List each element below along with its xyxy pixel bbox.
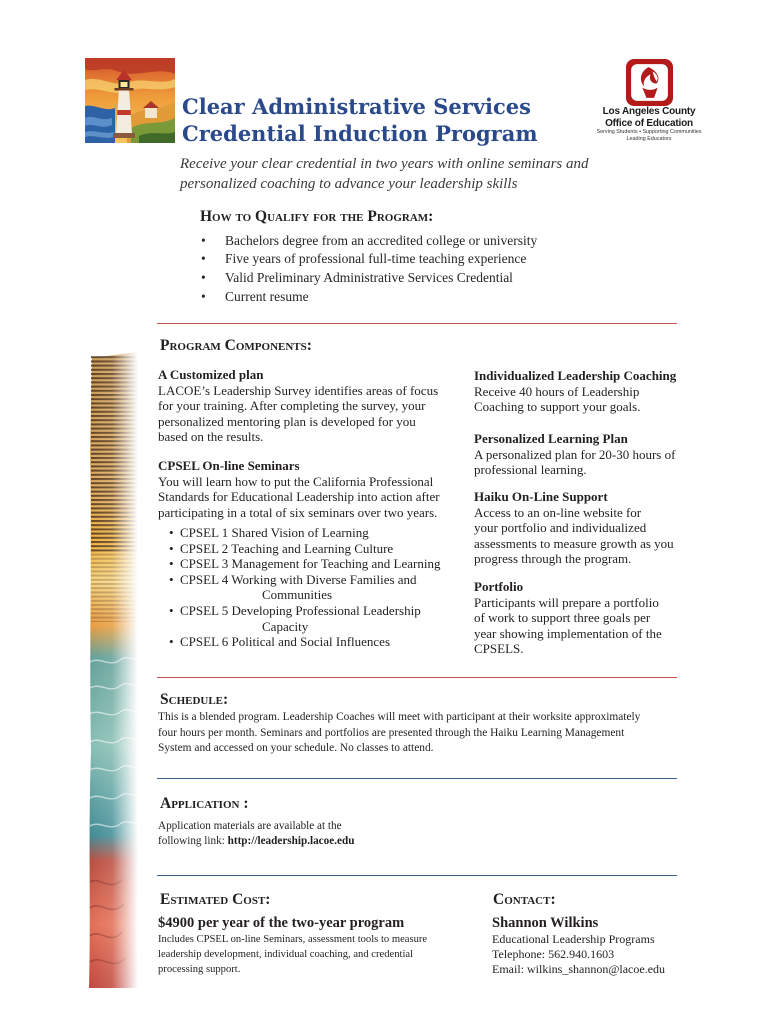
lighthouse-image [85, 58, 175, 143]
cost-text: Includes CPSEL on-line Seminars, assessment tools to measure leadership development, individual coaching, and credential processing support. [158, 933, 428, 975]
list-item [200, 288, 537, 307]
bullet-icon: • [201, 251, 206, 267]
cost-price: $4900 per year of the two-year program [158, 915, 405, 931]
divider [157, 778, 677, 779]
bullet-icon: • [169, 556, 174, 572]
section-title: Personalized Learning Plan [474, 431, 628, 446]
seminars-section [158, 458, 440, 520]
section-title: Haiku On-Line Support [474, 489, 608, 504]
list-item [158, 634, 440, 650]
bullet-icon: • [169, 540, 174, 556]
logo-wordmark [594, 106, 704, 143]
list-item [158, 556, 440, 572]
list-item-text: CPSEL 4 Working with Diverse Families and [180, 571, 417, 587]
subtitle: Receive your clear credential in two years with online seminars and personalized coaching to advance your leadership skills [180, 156, 589, 192]
title-line-1: Clear Administrative Services [182, 94, 531, 119]
section-text: You will learn how to put the California Professional Standards for Educational Leadership into action after participating in a total of six seminars over two years. [158, 473, 440, 520]
logo-tagline-2: Leading Educators [626, 136, 672, 142]
schedule-text: This is a blended program. Leadership Coaches will meet with participant at their worksite approximately four hours per month. Seminars and portfolios are presented through the Haiku Learning Management System and accessed on your schedule. No classes to attend. [158, 711, 641, 754]
application-line: Application materials are available at the [158, 819, 342, 832]
list-item-continuation: Capacity [262, 618, 309, 634]
contact-department: Educational Leadership Programs [492, 931, 655, 946]
list-item-text: Current resume [225, 288, 309, 304]
page-title [182, 93, 538, 147]
list-item-text: Valid Preliminary Administrative Services Credential [225, 269, 513, 285]
bullet-icon: • [201, 232, 206, 248]
bullet-icon: • [169, 602, 174, 618]
section-text: Access to an on-line website for your portfolio and individualized assessments to measure growth as you progress through the program. [474, 504, 674, 567]
list-item-text: Five years of professional full-time teaching experience [225, 251, 527, 267]
list-item-continuation: Communities [262, 587, 333, 603]
application-link-line [158, 834, 354, 849]
contact-email[interactable]: Email: wilkins_shannon@lacoe.edu [492, 961, 666, 976]
list-item-text: CPSEL 1 Shared Vision of Learning [180, 525, 369, 540]
schedule-heading: Schedule: [160, 691, 229, 708]
logo-tagline-1: Serving Students • Supporting Communities [596, 129, 702, 135]
application-link[interactable]: http://leadership.lacoe.edu [227, 834, 355, 847]
logo-name-line-2: Office of Education [605, 117, 693, 129]
haiku-section [474, 489, 674, 567]
section-title: A Customized plan [158, 367, 264, 382]
list-item [158, 541, 440, 557]
bullet-icon: • [201, 288, 206, 304]
divider [157, 875, 677, 876]
section-text: LACOE’s Leadership Survey identifies areas of focus for your training. After completing the survey, your personalized mentoring plan is developed for you based on the results. [158, 382, 439, 445]
contact-name: Shannon Wilkins [492, 915, 599, 931]
list-item-text: CPSEL 5 Developing Professional Leadership [180, 602, 421, 618]
section-text: Receive 40 hours of Leadership Coaching to support your goals. [474, 383, 641, 415]
qualify-list [200, 232, 537, 307]
bullet-icon: • [169, 571, 174, 587]
section-title: Portfolio [474, 579, 524, 594]
section-title: CPSEL On-line Seminars [158, 458, 300, 473]
list-item [200, 269, 537, 288]
qualify-heading: How to Qualify for the Program: [200, 208, 434, 225]
customized-plan-section [158, 367, 438, 445]
list-item [158, 525, 440, 541]
list-item-text: CPSEL 3 Management for Teaching and Learning [180, 556, 441, 572]
list-item [200, 250, 537, 269]
contact-heading: Contact: [493, 891, 556, 908]
link-prefix: following link: [158, 834, 228, 847]
list-item [158, 603, 440, 619]
divider [157, 677, 677, 678]
contact-details [492, 932, 665, 977]
application-text [158, 819, 354, 849]
list-item-text: CPSEL 2 Teaching and Learning Culture [180, 540, 394, 556]
decorative-strip [86, 352, 138, 988]
bullet-icon: • [201, 269, 206, 285]
portfolio-section [474, 579, 662, 657]
section-title: Individualized Leadership Coaching [474, 368, 677, 383]
application-heading: Application : [160, 795, 249, 812]
cpsel-list [158, 525, 440, 650]
contact-telephone[interactable]: Telephone: 562.940.1603 [492, 946, 615, 961]
section-text: A personalized plan for 20-30 hours of professional learning. [474, 446, 676, 478]
list-item-text: Bachelors degree from an accredited college or university [225, 232, 538, 248]
coaching-section [474, 368, 676, 415]
learning-plan-section [474, 431, 675, 478]
title-line-2: Credential Induction Program [182, 121, 538, 146]
list-item [158, 572, 440, 588]
divider [157, 323, 677, 324]
components-heading: Program Components: [160, 337, 312, 354]
lacoe-logo-icon [626, 59, 673, 106]
list-item [200, 232, 537, 251]
list-item-text: CPSEL 6 Political and Social Influences [180, 634, 391, 650]
logo-name-line-1: Los Angeles County [602, 106, 696, 117]
section-text: Participants will prepare a portfolio of work to support three goals per year showing implementation of the CPSELS. [474, 594, 662, 657]
cost-heading: Estimated Cost: [160, 891, 271, 908]
bullet-icon: • [169, 634, 174, 650]
bullet-icon: • [169, 525, 174, 540]
